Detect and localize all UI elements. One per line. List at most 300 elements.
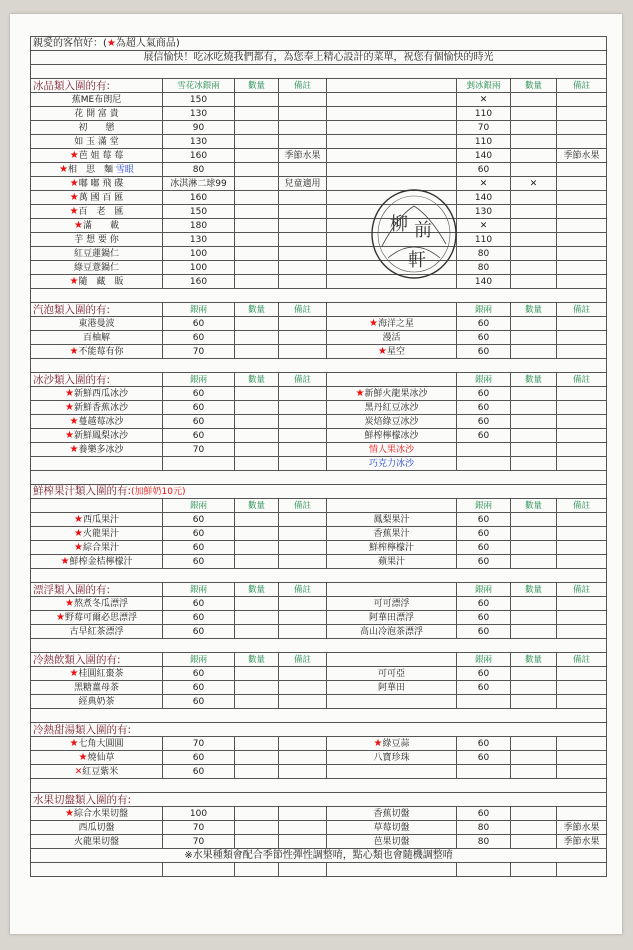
item-note-2 [557, 415, 607, 429]
item-name-2: 鳳梨果汁 [327, 513, 457, 527]
item-price: 70 [163, 821, 235, 835]
qty-cell-2[interactable] [511, 597, 557, 611]
handwritten-row [31, 457, 607, 471]
col-header-price: 銀兩 [163, 303, 235, 317]
qty-cell-2[interactable] [511, 317, 557, 331]
star-icon: ★ [65, 429, 74, 441]
item-name: ★芭 姐 莓 莓 [31, 149, 163, 163]
item-note-2 [557, 163, 607, 177]
col-header-qty-2: 數量 [511, 583, 557, 597]
qty-cell[interactable] [235, 261, 279, 275]
table-row [31, 163, 607, 177]
qty-cell-2[interactable] [511, 135, 557, 149]
qty-cell-2[interactable] [511, 219, 557, 233]
item-price: 160 [163, 149, 235, 163]
item-name-2: 草莓切盤 [327, 821, 457, 835]
item-name: ★不能莓有你 [31, 345, 163, 359]
item-price-2: 60 [457, 345, 511, 359]
item-note-2 [557, 121, 607, 135]
qty-cell[interactable] [235, 205, 279, 219]
item-price: 60 [163, 611, 235, 625]
item-note-2 [557, 387, 607, 401]
section-title-note: (加鮮奶10元) [131, 487, 186, 497]
table-row [31, 597, 607, 611]
item-name: ★野莓可爾必思漂浮 [31, 611, 163, 625]
qty-cell-2[interactable] [511, 625, 557, 639]
table-row [31, 527, 607, 541]
item-note-2 [557, 667, 607, 681]
stamp-text-2: 前 [414, 220, 432, 241]
item-note-2 [557, 331, 607, 345]
col-header-note-2: 備註 [557, 373, 607, 387]
item-name: ★燒仙草 [31, 751, 163, 765]
qty-cell[interactable] [235, 597, 279, 611]
qty-cell[interactable] [235, 415, 279, 429]
qty-cell-2[interactable] [511, 821, 557, 835]
col-header-note-2: 備註 [557, 583, 607, 597]
item-price-2: 140 [457, 149, 511, 163]
qty-cell[interactable] [235, 317, 279, 331]
qty-cell[interactable] [235, 835, 279, 849]
item-note [279, 247, 327, 261]
item-name-2 [327, 765, 457, 779]
table-row [31, 401, 607, 415]
qty-cell-2[interactable] [511, 513, 557, 527]
qty-cell[interactable] [235, 93, 279, 107]
qty-cell-2[interactable] [511, 261, 557, 275]
item-price: 150 [163, 93, 235, 107]
star-icon: ★ [378, 345, 387, 357]
qty-cell-2[interactable] [511, 401, 557, 415]
qty-cell[interactable] [235, 443, 279, 457]
item-price-2: 60 [457, 527, 511, 541]
item-note [279, 555, 327, 569]
item-name-2: ★新鮮火龍果冰沙 [327, 387, 457, 401]
qty-cell[interactable] [235, 191, 279, 205]
qty-cell[interactable] [235, 555, 279, 569]
item-price-2: 60 [457, 415, 511, 429]
star-icon: ★ [69, 149, 79, 161]
qty-cell-2[interactable] [511, 695, 557, 709]
qty-cell-2[interactable] [511, 443, 557, 457]
qty-cell-2[interactable] [511, 275, 557, 289]
item-name-2: 阿華田 [327, 681, 457, 695]
table-row [31, 751, 607, 765]
item-note [279, 415, 327, 429]
qty-cell-2[interactable] [511, 681, 557, 695]
item-name: ★新鮮鳳梨冰沙 [31, 429, 163, 443]
item-price-2: 110 [457, 107, 511, 121]
item-name-2: 可可亞 [327, 667, 457, 681]
qty-cell[interactable] [235, 513, 279, 527]
soup-section-header [31, 723, 607, 737]
item-name: ★新鮮西瓜冰沙 [31, 387, 163, 401]
col-header-note-2: 備註 [557, 653, 607, 667]
col-header-qty: 數量 [235, 583, 279, 597]
qty-cell[interactable] [235, 401, 279, 415]
qty-cell-2[interactable] [511, 527, 557, 541]
qty-cell[interactable] [235, 135, 279, 149]
item-name: 紅豆蓮鍋仁 [31, 247, 163, 261]
item-name-2: 黑丹紅豆冰沙 [327, 401, 457, 415]
item-note [279, 163, 327, 177]
item-price: 60 [163, 695, 235, 709]
item-price: 130 [163, 107, 235, 121]
qty-cell-2[interactable] [511, 387, 557, 401]
item-price: 60 [163, 527, 235, 541]
qty-cell-2[interactable]: ✕ [511, 177, 557, 191]
item-price: 60 [163, 625, 235, 639]
col-header-price: 銀兩 [163, 583, 235, 597]
handwritten-note: 巧克力冰沙 [327, 457, 457, 471]
col-header-price-2: 銀兩 [457, 303, 511, 317]
col-header-price-2: 銀兩 [457, 373, 511, 387]
qty-cell[interactable] [235, 527, 279, 541]
section-title: 漂浮類入圍的有: [31, 583, 163, 597]
qty-cell[interactable] [235, 681, 279, 695]
item-note [279, 681, 327, 695]
item-price: 60 [163, 429, 235, 443]
item-note [279, 191, 327, 205]
item-price-2 [457, 765, 511, 779]
item-note [279, 331, 327, 345]
item-price: 60 [163, 513, 235, 527]
float-section-header [31, 583, 607, 597]
table-row [31, 611, 607, 625]
qty-cell[interactable] [235, 429, 279, 443]
item-price-2: 60 [457, 317, 511, 331]
item-name: 綠豆薏鍋仁 [31, 261, 163, 275]
col-header-note: 備註 [279, 499, 327, 513]
item-price-2: 60 [457, 625, 511, 639]
item-name: ★蔓越莓冰沙 [31, 415, 163, 429]
item-note-2 [557, 317, 607, 331]
item-note-2: 季節水果 [557, 149, 607, 163]
col-header-qty: 數量 [235, 303, 279, 317]
item-name-2: ★海洋之星 [327, 317, 457, 331]
item-price-2: 60 [457, 737, 511, 751]
item-name: 古早紅茶漂浮 [31, 625, 163, 639]
menu-table-container [30, 36, 606, 877]
item-name-2: 蘋果汁 [327, 555, 457, 569]
col-header-qty: 數量 [235, 653, 279, 667]
item-name: ★綜合水果切盤 [31, 807, 163, 821]
item-price: 60 [163, 387, 235, 401]
greeting-row [31, 37, 607, 51]
col-header-price-2: 銀兩 [457, 583, 511, 597]
col-header-price: 雪花冰銀兩 [163, 79, 235, 93]
qty-cell[interactable] [235, 345, 279, 359]
item-price-2: 60 [457, 541, 511, 555]
item-price: 60 [163, 681, 235, 695]
star-icon: ★ [74, 541, 83, 553]
star-icon: ★ [69, 191, 79, 203]
item-note: 季節水果 [279, 149, 327, 163]
qty-cell[interactable] [235, 163, 279, 177]
item-name: 蕉ME布朗尼 [31, 93, 163, 107]
item-note-2 [557, 737, 607, 751]
qty-cell-2[interactable] [511, 541, 557, 555]
qty-cell[interactable] [235, 625, 279, 639]
star-icon: ★ [59, 163, 69, 175]
qty-cell-2[interactable] [511, 429, 557, 443]
star-icon: ★ [373, 737, 383, 749]
qty-cell[interactable] [235, 541, 279, 555]
item-note [279, 807, 327, 821]
qty-cell-2[interactable] [511, 555, 557, 569]
item-name: ★滿 載 [31, 219, 163, 233]
table-row [31, 821, 607, 835]
item-name: 火龍果切盤 [31, 835, 163, 849]
footer-note: ※水果種類會配合季節性彈性調整唷，點心類也會隨機調整唷 [31, 849, 607, 863]
item-price-2: 70 [457, 121, 511, 135]
qty-cell-2[interactable] [511, 93, 557, 107]
qty-cell-2[interactable] [511, 191, 557, 205]
table-row [31, 807, 607, 821]
ice-section-header [31, 79, 607, 93]
qty-cell-2[interactable] [511, 807, 557, 821]
col-header-price: 銀兩 [163, 653, 235, 667]
qty-cell-2[interactable] [511, 667, 557, 681]
item-note [279, 93, 327, 107]
item-price-2: 60 [457, 429, 511, 443]
item-price-2: 60 [457, 387, 511, 401]
item-note [279, 121, 327, 135]
item-note [279, 737, 327, 751]
item-name: ★隨 藏 販 [31, 275, 163, 289]
table-row [31, 191, 607, 205]
item-price-2: ✕ [457, 219, 511, 233]
col-header-price-2: 銀兩 [457, 653, 511, 667]
item-note [279, 667, 327, 681]
order-form-table [30, 36, 607, 877]
item-price-2: 110 [457, 135, 511, 149]
table-row [31, 695, 607, 709]
item-name: 初 戀 [31, 121, 163, 135]
spacer-row [31, 65, 607, 79]
star-icon: ★ [106, 37, 116, 49]
table-row [31, 205, 607, 219]
star-icon: ★ [65, 401, 74, 413]
item-note [279, 261, 327, 275]
qty-cell[interactable] [235, 121, 279, 135]
item-price: 60 [163, 765, 235, 779]
item-note-2 [557, 555, 607, 569]
item-price-2: 130 [457, 205, 511, 219]
table-row [31, 177, 607, 191]
item-price: 70 [163, 443, 235, 457]
section-title: 冷熱飲類入圍的有: [31, 653, 163, 667]
item-name-2: 可可漂浮 [327, 597, 457, 611]
smoothie-section-header [31, 373, 607, 387]
table-row [31, 513, 607, 527]
qty-cell[interactable] [235, 247, 279, 261]
table-row [31, 317, 607, 331]
col-header-qty-2: 數量 [511, 653, 557, 667]
qty-cell[interactable] [235, 751, 279, 765]
item-note-2 [557, 275, 607, 289]
qty-cell[interactable] [235, 807, 279, 821]
qty-cell-2[interactable] [511, 751, 557, 765]
item-name-2: 鮮榨檸檬汁 [327, 541, 457, 555]
star-icon: ★ [69, 345, 79, 357]
col-header-note: 備註 [279, 583, 327, 597]
qty-cell[interactable] [235, 275, 279, 289]
item-name: ✕紅豆紫米 [31, 765, 163, 779]
section-title: 鮮榨果汁類入圍的有:(加鮮奶10元) [31, 485, 607, 499]
item-price-2: 80 [457, 835, 511, 849]
table-row [31, 93, 607, 107]
qty-cell-2[interactable] [511, 149, 557, 163]
star-icon: ★ [69, 415, 79, 427]
qty-cell[interactable] [235, 821, 279, 835]
item-note [279, 597, 327, 611]
table-row [31, 667, 607, 681]
item-name-2: 八寶珍珠 [327, 751, 457, 765]
item-note-2 [557, 219, 607, 233]
fruit-section-header [31, 793, 607, 807]
item-note-2 [557, 429, 607, 443]
item-name: 黑糖薑母茶 [31, 681, 163, 695]
qty-cell-2[interactable] [511, 737, 557, 751]
col-header-qty-2: 數量 [511, 303, 557, 317]
item-note [279, 443, 327, 457]
stamp-text-3: 軒 [408, 250, 426, 271]
qty-cell-2[interactable] [511, 331, 557, 345]
star-icon: ★ [65, 387, 74, 399]
item-name: 芋 想 要 你 [31, 233, 163, 247]
item-name-2: 香蕉果汁 [327, 527, 457, 541]
stamp-text-1: 柳 [390, 214, 408, 235]
item-name: ★綜合果汁 [31, 541, 163, 555]
qty-cell-2[interactable] [511, 345, 557, 359]
col-header-qty-2: 數量 [511, 373, 557, 387]
item-note-2 [557, 513, 607, 527]
table-row [31, 149, 607, 163]
item-price-2: 60 [457, 555, 511, 569]
qty-cell[interactable] [235, 107, 279, 121]
qty-cell-2[interactable] [511, 205, 557, 219]
qty-cell-2[interactable] [511, 765, 557, 779]
star-icon: ★ [74, 513, 83, 525]
handwritten-note: 雪眼 [115, 164, 134, 175]
qty-cell[interactable] [235, 695, 279, 709]
item-name-2: ★綠豆蒜 [327, 737, 457, 751]
qty-cell-2[interactable] [511, 247, 557, 261]
item-note [279, 135, 327, 149]
item-note-2: 季節水果 [557, 821, 607, 835]
section-title: 冰沙類入圍的有: [31, 373, 163, 387]
juice-sub-header [31, 499, 607, 513]
item-price: 130 [163, 135, 235, 149]
item-price: 70 [163, 737, 235, 751]
qty-cell[interactable] [235, 219, 279, 233]
item-price-2: 140 [457, 191, 511, 205]
item-name: ★七角大圓圓 [31, 737, 163, 751]
star-icon: ★ [74, 527, 83, 539]
qty-cell[interactable] [235, 737, 279, 751]
slogan-row [31, 51, 607, 65]
item-note-2 [557, 261, 607, 275]
slogan-cell: 展信愉快！吃冰吃燒我們都有，為您奉上精心設計的菜單，祝您有個愉快的時光 [31, 51, 607, 65]
item-note [279, 527, 327, 541]
item-price-2: 60 [457, 597, 511, 611]
star-icon: ★ [65, 807, 74, 819]
qty-cell[interactable] [235, 387, 279, 401]
item-note-2 [557, 345, 607, 359]
qty-cell[interactable] [235, 611, 279, 625]
item-price: 160 [163, 275, 235, 289]
footer-note-row [31, 849, 607, 863]
table-row [31, 219, 607, 233]
qty-cell-2[interactable] [511, 835, 557, 849]
item-note [279, 611, 327, 625]
item-name: 西瓜切盤 [31, 821, 163, 835]
item-name: ★火龍果汁 [31, 527, 163, 541]
qty-cell[interactable] [235, 177, 279, 191]
table-row [31, 331, 607, 345]
item-name-2: ★星空 [327, 345, 457, 359]
qty-cell-2[interactable] [511, 415, 557, 429]
qty-cell-2[interactable] [511, 611, 557, 625]
col-header-qty: 數量 [235, 499, 279, 513]
table-row [31, 737, 607, 751]
item-price-2: 60 [457, 331, 511, 345]
section-title: 冰品類入圍的有: [31, 79, 163, 93]
qty-cell[interactable] [235, 233, 279, 247]
table-row [31, 275, 607, 289]
item-note-2 [557, 695, 607, 709]
item-note-2 [557, 597, 607, 611]
table-row [31, 429, 607, 443]
item-name-2: 芭果切盤 [327, 835, 457, 849]
item-price-2: ✕ [457, 93, 511, 107]
item-price: 80 [163, 163, 235, 177]
table-row [31, 135, 607, 149]
item-price: 70 [163, 835, 235, 849]
qty-cell[interactable] [235, 667, 279, 681]
item-note-2 [557, 135, 607, 149]
qty-cell-2[interactable] [511, 233, 557, 247]
table-row [31, 835, 607, 849]
item-note [279, 695, 327, 709]
star-icon: ★ [69, 177, 79, 189]
item-note-2 [557, 401, 607, 415]
item-note-2 [557, 681, 607, 695]
table-row [31, 681, 607, 695]
col-header-qty-2: 數量 [511, 499, 557, 513]
qty-cell-2[interactable] [511, 163, 557, 177]
qty-cell-2[interactable] [511, 107, 557, 121]
item-name-2: 高山冷泡茶漂浮 [327, 625, 457, 639]
item-price-2: 60 [457, 667, 511, 681]
juice-section-header [31, 485, 607, 499]
item-name-2: 情人果冰沙 [327, 443, 457, 457]
qty-cell-2[interactable] [511, 121, 557, 135]
item-name-2: 炭焙綠豆冰沙 [327, 415, 457, 429]
qty-cell[interactable] [235, 331, 279, 345]
item-price: 60 [163, 751, 235, 765]
item-note [279, 345, 327, 359]
qty-cell[interactable] [235, 149, 279, 163]
item-name: 東港曼波 [31, 317, 163, 331]
item-note-2 [557, 107, 607, 121]
item-note-2 [557, 233, 607, 247]
star-icon: ★ [369, 317, 378, 329]
col-header-price: 銀兩 [163, 373, 235, 387]
star-icon: ★ [60, 555, 70, 567]
qty-cell[interactable] [235, 765, 279, 779]
